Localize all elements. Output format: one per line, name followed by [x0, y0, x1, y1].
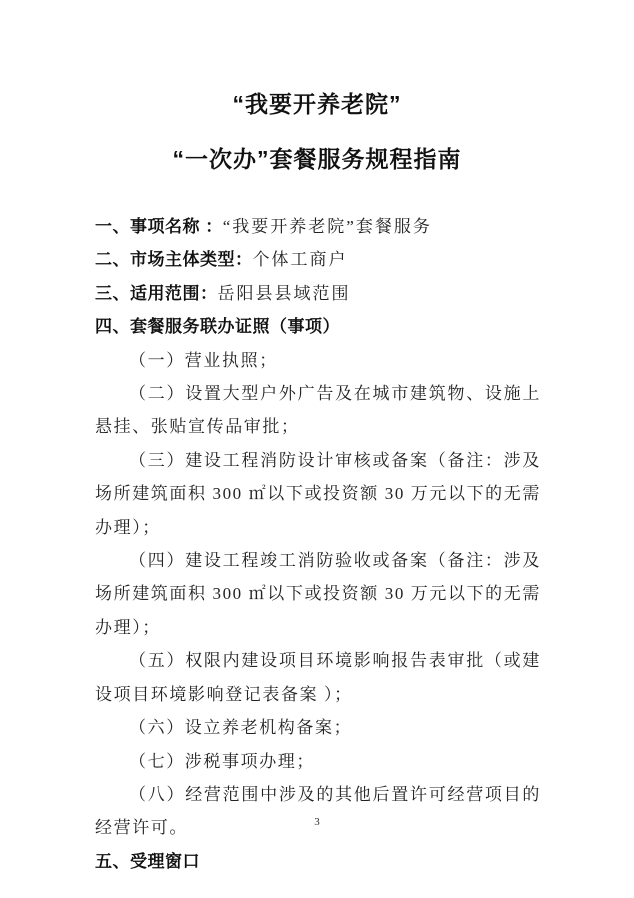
- list-item-2: （二）设置大型户外广告及在城市建筑物、设施上悬挂、张贴宣传品审批；: [95, 384, 541, 437]
- document-body: [95, 210, 541, 878]
- list-item-7: （七）涉税事项办理；: [129, 751, 315, 771]
- list-item-6: （六）设立养老机构备案；: [129, 718, 353, 738]
- section-label: 二、市场主体类型：: [95, 250, 253, 270]
- section-heading-item-name: [95, 210, 541, 243]
- list-item-1: （一）营业执照；: [129, 350, 278, 370]
- section-value: “我要开养老院”套餐服务: [222, 217, 432, 236]
- list-item-3: （三）建设工程消防设计审核或备案（备注：涉及场所建筑面积 300 ㎡以下或投资额 30 万元以下的无需办理）；: [95, 450, 541, 537]
- section-heading-applicable-scope: [95, 277, 541, 310]
- section-label: 三、适用范围：: [95, 283, 218, 303]
- document-title-line2: “一次办”套餐服务规程指南: [172, 146, 462, 172]
- section-heading-acceptance-window: [95, 845, 541, 878]
- list-item-5: （五）权限内建设项目环境影响报告表审批（或建设项目环境影响登记表备案 ）；: [95, 651, 541, 704]
- section-heading-package-licenses: [95, 310, 541, 343]
- list-item-4: （四）建设工程竣工消防验收或备案（备注：涉及场所建筑面积 300 ㎡以下或投资额 30 万元以下的无需办理）；: [95, 551, 541, 637]
- section-label: 一、事项名称 ：: [95, 217, 223, 236]
- list-item-8: （八）经营范围中涉及的其他后置许可经营项目的经营许可。: [95, 784, 541, 838]
- document-title-line1: “我要开养老院”: [232, 91, 402, 117]
- section-heading-market-entity-type: [95, 243, 541, 276]
- section-label: 四、套餐服务联办证照（事项）: [95, 317, 340, 337]
- section-value: 岳阳县县域范围: [217, 283, 351, 303]
- page-number: 3: [314, 816, 320, 828]
- section-label: 五、受理窗口: [95, 851, 200, 871]
- section-value: 个体工商户: [252, 250, 348, 270]
